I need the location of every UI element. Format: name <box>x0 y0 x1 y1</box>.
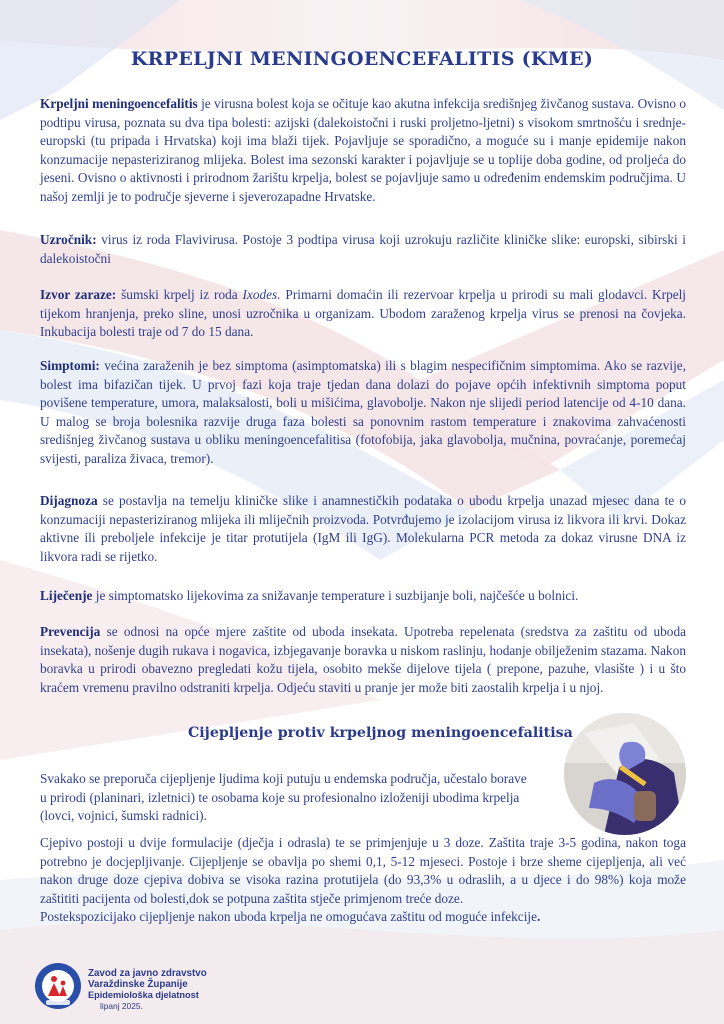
intro-text: je virusna bolest koja se očituje kao akutna infekcija središnjeg živčanog sustava. Ovisno o podtipu virusa, poznata su dva tipa bolesti: azijski (dalekoistočni i ruski proljetno-ljetni) s visokom smrtnošću i srednje-europski (tu pripada i Hrvatska) koji ima blaži tijek. Pojavljuje se sporadično, a moguće su i manje epidemije nakon konzumacije nepasteriziranog mlijeka. Bolest ima sezonski karakter i pojavljuje se u toplije doba godine, od proljeća do jeseni. Ovisno o aktivnosti i prirodnom žarištu krpelja, bolest se pojavljuje samo u određenim endemskim područjima. U našoj zemlji je to područje sjeverne i sjeverozapadne Hrvatske. <box>40 96 686 204</box>
org-department: Epidemiološka djelatnost <box>88 990 199 1000</box>
treatment-paragraph <box>40 587 686 606</box>
intro-term: Krpeljni meningoencefalitis <box>40 96 198 111</box>
cause-text: virus iz roda Flavivirusa. Postoje 3 podtipa virusa koji uzrokuju različite kliničke slike: europski, sibirski i dalekoistočni <box>40 232 686 266</box>
postexposure-text <box>40 908 686 927</box>
treatment-term: Liječenje <box>40 588 93 603</box>
vaccination-line-3: (lovci, vojnici, šumski radnici). <box>40 808 207 824</box>
treatment-text: je simptomatsko lijekovima za snižavanje temperature i suzbijanje boli, najčešće u bolnici. <box>92 588 579 603</box>
institute-info <box>88 968 207 1012</box>
diagnosis-text: se postavlja na temelju kliničke slike i anamnestičkih podataka o ubodu krpelja unazad mjesec dana te o konzumaciji nepasteriziranog mlijeka ili mliječnih proizvoda. Potvrđujemo je izolacijom virusa iz likvora ili krvi. Dokaz aktivne ili preboljele infekcije je titar protutijela (IgM ili IgG). Molekularna PCR metoda za dokaz virusne DNA iz likvora radi se rijetko. <box>40 493 686 564</box>
source-paragraph <box>40 286 686 342</box>
vaccination-line-1: Svakako se preporuča cijepljenje ljudima koji putuju u endemska područja, učestalo borave <box>40 771 527 786</box>
symptoms-paragraph <box>40 357 686 469</box>
vaccination-schedule-text: Cjepivo postoji u dvije formulacije (dječja i odrasla) te se primjenjuje u 3 doze. Zaštita traje 3-5 godina, nakon toga potrebno je docjepljivanje. Cijepljenje se obavlja po shemi 0,1, 5-12 mjeseci. Postoje i brze sheme cijepljenja, ali već nakon druge doze cjepiva dobiva se visoka razina protutijela (do 93,3% u odraslih, a u djece i do 98%) koja može zaštititi pacijenta od bolesti,dok se potpuna zaštita stječe primjenom treće doze. <box>40 835 686 906</box>
org-line-1: Zavod za javno zdravstvo <box>88 968 207 979</box>
prevention-term: Prevencija <box>40 624 101 639</box>
cause-paragraph <box>40 231 686 268</box>
source-text-a: šumski krpelj iz roda <box>116 287 243 302</box>
symptoms-text: većina zaraženih je bez simptoma (asimptomatska) ili s blagim nespecifičnim simptomima. Ako se razvije, bolest ima bifazičan tijek. U prvoj fazi koja traje tjedan dana dolazi do pojave općih infektivnih simptoma poput povišene temperature, umora, malaksalosti, boli u mišićima, glavobolje. Nakon nje slijedi period latencije od 4-10 dana. U malog se broja bolesnika razvije druga faza bolesti sa ponovnim rastom temperature i znakovima zahvaćenosti središnjeg živčanog sustava u obliku meningoencefalitisa (fotofobija, jaka glavobolja, mučnina, povraćanje, poremećaj svijesti, paraliza živaca, tremor). <box>40 358 686 466</box>
org-line-2: Varaždinske Županije <box>88 979 188 990</box>
source-term: Izvor zaraze: <box>40 287 117 302</box>
vaccination-intro <box>40 770 540 826</box>
cause-term: Uzročnik: <box>40 232 97 247</box>
symptoms-term: Simptomi: <box>40 358 100 373</box>
prevention-paragraph <box>40 623 686 697</box>
vaccination-photo <box>564 713 686 835</box>
diagnosis-paragraph <box>40 492 686 566</box>
org-date: lipanj 2025. <box>100 1001 143 1011</box>
source-text-b: Primarni domaćin ili rezervoar krpelja u prirodi su mali glodavci. Krpelj tijekom hranjenja, preko sline, unosi uzročnika u organizam. Ubodom zaraženog krpelja virus se prenosi na čovjeka. Inkubacija bolesti traje od 7 do 15 dana. <box>40 287 687 340</box>
postexposure-sentence: Postekspozicijako cijepljenje nakon uboda krpelja ne omogućava zaštitu od moguće infekcije <box>40 909 537 925</box>
vaccination-body <box>40 834 686 927</box>
vaccination-heading: Cijepljenje protiv krpeljnog meningoencefalitisa <box>188 725 573 741</box>
prevention-text: se odnosi na opće mjere zaštite od uboda insekata. Upotreba repelenata (sredstva za zaštitu od uboda insekata), nošenje dugih rukava i nogavica, izbjegavanje boravka u niskom raslinju, hodanje obilježenim stazama. Nakon boravka u prirodi obavezno pregledati kožu tijela, osobito mekše dijelove tijela ( prepone, pazuhe, vlasište ) i u što kraćem vremenu pravilno odstraniti krpelja. Odjeću staviti u pranje jer može biti zaostalih krpelja i u njoj. <box>40 624 686 695</box>
diagnosis-term: Dijagnoza <box>40 493 98 508</box>
source-genus: Ixodes. <box>242 287 281 302</box>
vaccination-line-2: u prirodi (planinari, izletnici) te osobama koje su profesionalno izloženiji ubodima krpelja <box>40 789 520 805</box>
page-title: KRPELJNI MENINGOENCEFALITIS (KME) <box>130 48 594 70</box>
postexposure-period: . <box>537 909 541 925</box>
institute-logo <box>34 962 82 1010</box>
intro-paragraph <box>40 95 686 207</box>
